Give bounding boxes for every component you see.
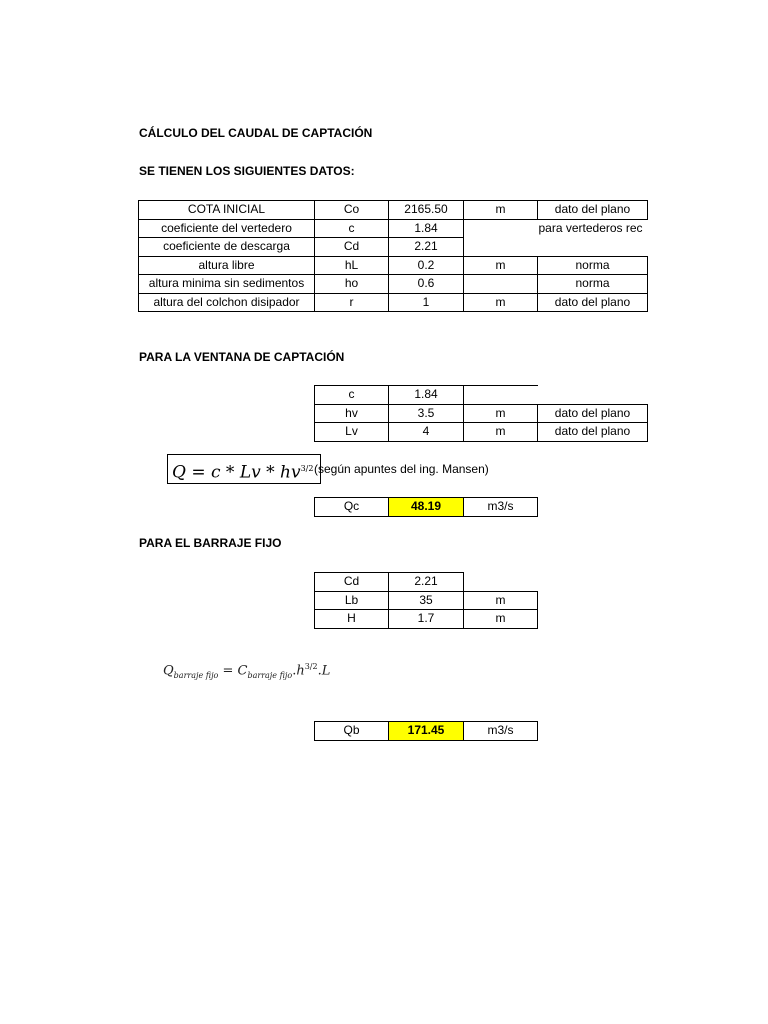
- param-symbol: hL: [315, 256, 389, 275]
- table-row: [315, 404, 648, 423]
- ventana-formula: [167, 454, 321, 484]
- param-note: [538, 238, 648, 257]
- result-value: 48.19: [389, 498, 464, 517]
- formula-c: C: [237, 663, 248, 679]
- param-symbol: r: [315, 293, 389, 312]
- table-row: [315, 423, 648, 442]
- formula-exponent: 3/2: [300, 464, 314, 473]
- barraje-result-table: [314, 721, 538, 741]
- table-row: [315, 498, 538, 517]
- param-value: 2165.50: [389, 201, 464, 220]
- param-symbol: Cd: [315, 573, 389, 592]
- param-unit: [464, 238, 538, 257]
- formula-c-sub: barraje fijo: [247, 670, 293, 680]
- table-row: [315, 722, 538, 741]
- table-row: [315, 591, 538, 610]
- param-unit: m: [464, 591, 538, 610]
- param-name: altura del colchon disipador: [139, 293, 315, 312]
- param-symbol: Lb: [315, 591, 389, 610]
- param-symbol: c: [315, 386, 389, 405]
- formula-q-sub: barraje fijo: [173, 670, 219, 680]
- param-unit: m: [464, 256, 538, 275]
- param-value: 1.84: [389, 219, 464, 238]
- formula-rhs: = c * Lv * hv: [191, 462, 301, 483]
- param-unit: [464, 275, 538, 294]
- param-unit: [464, 386, 538, 405]
- param-value: 0.6: [389, 275, 464, 294]
- formula-h-exp: 3/2: [304, 662, 318, 671]
- param-note: [538, 386, 648, 405]
- table-row: [315, 386, 648, 405]
- data-subtitle: SE TIENEN LOS SIGUIENTES DATOS:: [139, 164, 355, 178]
- ventana-table: [314, 385, 648, 442]
- param-note: dato del plano: [538, 201, 648, 220]
- table-row: [139, 256, 648, 275]
- param-note: dato del plano: [538, 423, 648, 442]
- param-unit: [464, 219, 538, 238]
- param-value: 1.84: [389, 386, 464, 405]
- param-note: norma: [538, 256, 648, 275]
- table-row: [139, 201, 648, 220]
- param-symbol: hv: [315, 404, 389, 423]
- param-symbol: Cd: [315, 238, 389, 257]
- barraje-formula: [163, 662, 330, 680]
- param-symbol: ho: [315, 275, 389, 294]
- result-symbol: Qc: [315, 498, 389, 517]
- param-note: dato del plano: [538, 404, 648, 423]
- table-row: [139, 219, 648, 238]
- param-value: 3.5: [389, 404, 464, 423]
- param-value: 0.2: [389, 256, 464, 275]
- param-value: 4: [389, 423, 464, 442]
- ventana-result-table: [314, 497, 538, 517]
- param-unit: m: [464, 610, 538, 629]
- param-name: coeficiente de descarga: [139, 238, 315, 257]
- barraje-heading: PARA EL BARRAJE FIJO: [139, 536, 282, 550]
- param-note: dato del plano: [538, 293, 648, 312]
- formula-q: Q: [163, 663, 174, 679]
- param-value: 1: [389, 293, 464, 312]
- param-unit: m: [464, 404, 538, 423]
- param-unit: [464, 573, 538, 592]
- param-name: altura libre: [139, 256, 315, 275]
- param-symbol: H: [315, 610, 389, 629]
- param-unit: m: [464, 293, 538, 312]
- param-name: coeficiente del vertedero: [139, 219, 315, 238]
- formula-eq: =: [218, 663, 238, 679]
- param-name: COTA INICIAL: [139, 201, 315, 220]
- table-row: [315, 610, 538, 629]
- formula-tail: .L: [317, 663, 331, 679]
- result-symbol: Qb: [315, 722, 389, 741]
- param-note: norma: [538, 275, 648, 294]
- table-row: [139, 238, 648, 257]
- result-unit: m3/s: [464, 722, 538, 741]
- table-row: [139, 275, 648, 294]
- param-value: 35: [389, 591, 464, 610]
- formula-lhs: Q: [172, 462, 186, 483]
- result-value: 171.45: [389, 722, 464, 741]
- param-value: 2.21: [389, 573, 464, 592]
- ventana-heading: PARA LA VENTANA DE CAPTACIÓN: [139, 350, 345, 364]
- formula-dot: .: [292, 663, 297, 679]
- table-row: [139, 293, 648, 312]
- datos-table: [138, 200, 648, 312]
- table-row: [315, 573, 538, 592]
- param-unit: m: [464, 423, 538, 442]
- param-unit: m: [464, 201, 538, 220]
- param-note: para vertederos rec: [538, 219, 648, 238]
- result-unit: m3/s: [464, 498, 538, 517]
- param-symbol: Co: [315, 201, 389, 220]
- param-symbol: c: [315, 219, 389, 238]
- formula-note: (según apuntes del ing. Mansen): [314, 462, 489, 476]
- barraje-table: [314, 572, 538, 629]
- page-title: CÁLCULO DEL CAUDAL DE CAPTACIÓN: [139, 126, 373, 140]
- param-value: 2.21: [389, 238, 464, 257]
- param-name: altura minima sin sedimentos: [139, 275, 315, 294]
- param-value: 1.7: [389, 610, 464, 629]
- param-symbol: Lv: [315, 423, 389, 442]
- formula-h: h: [296, 663, 305, 679]
